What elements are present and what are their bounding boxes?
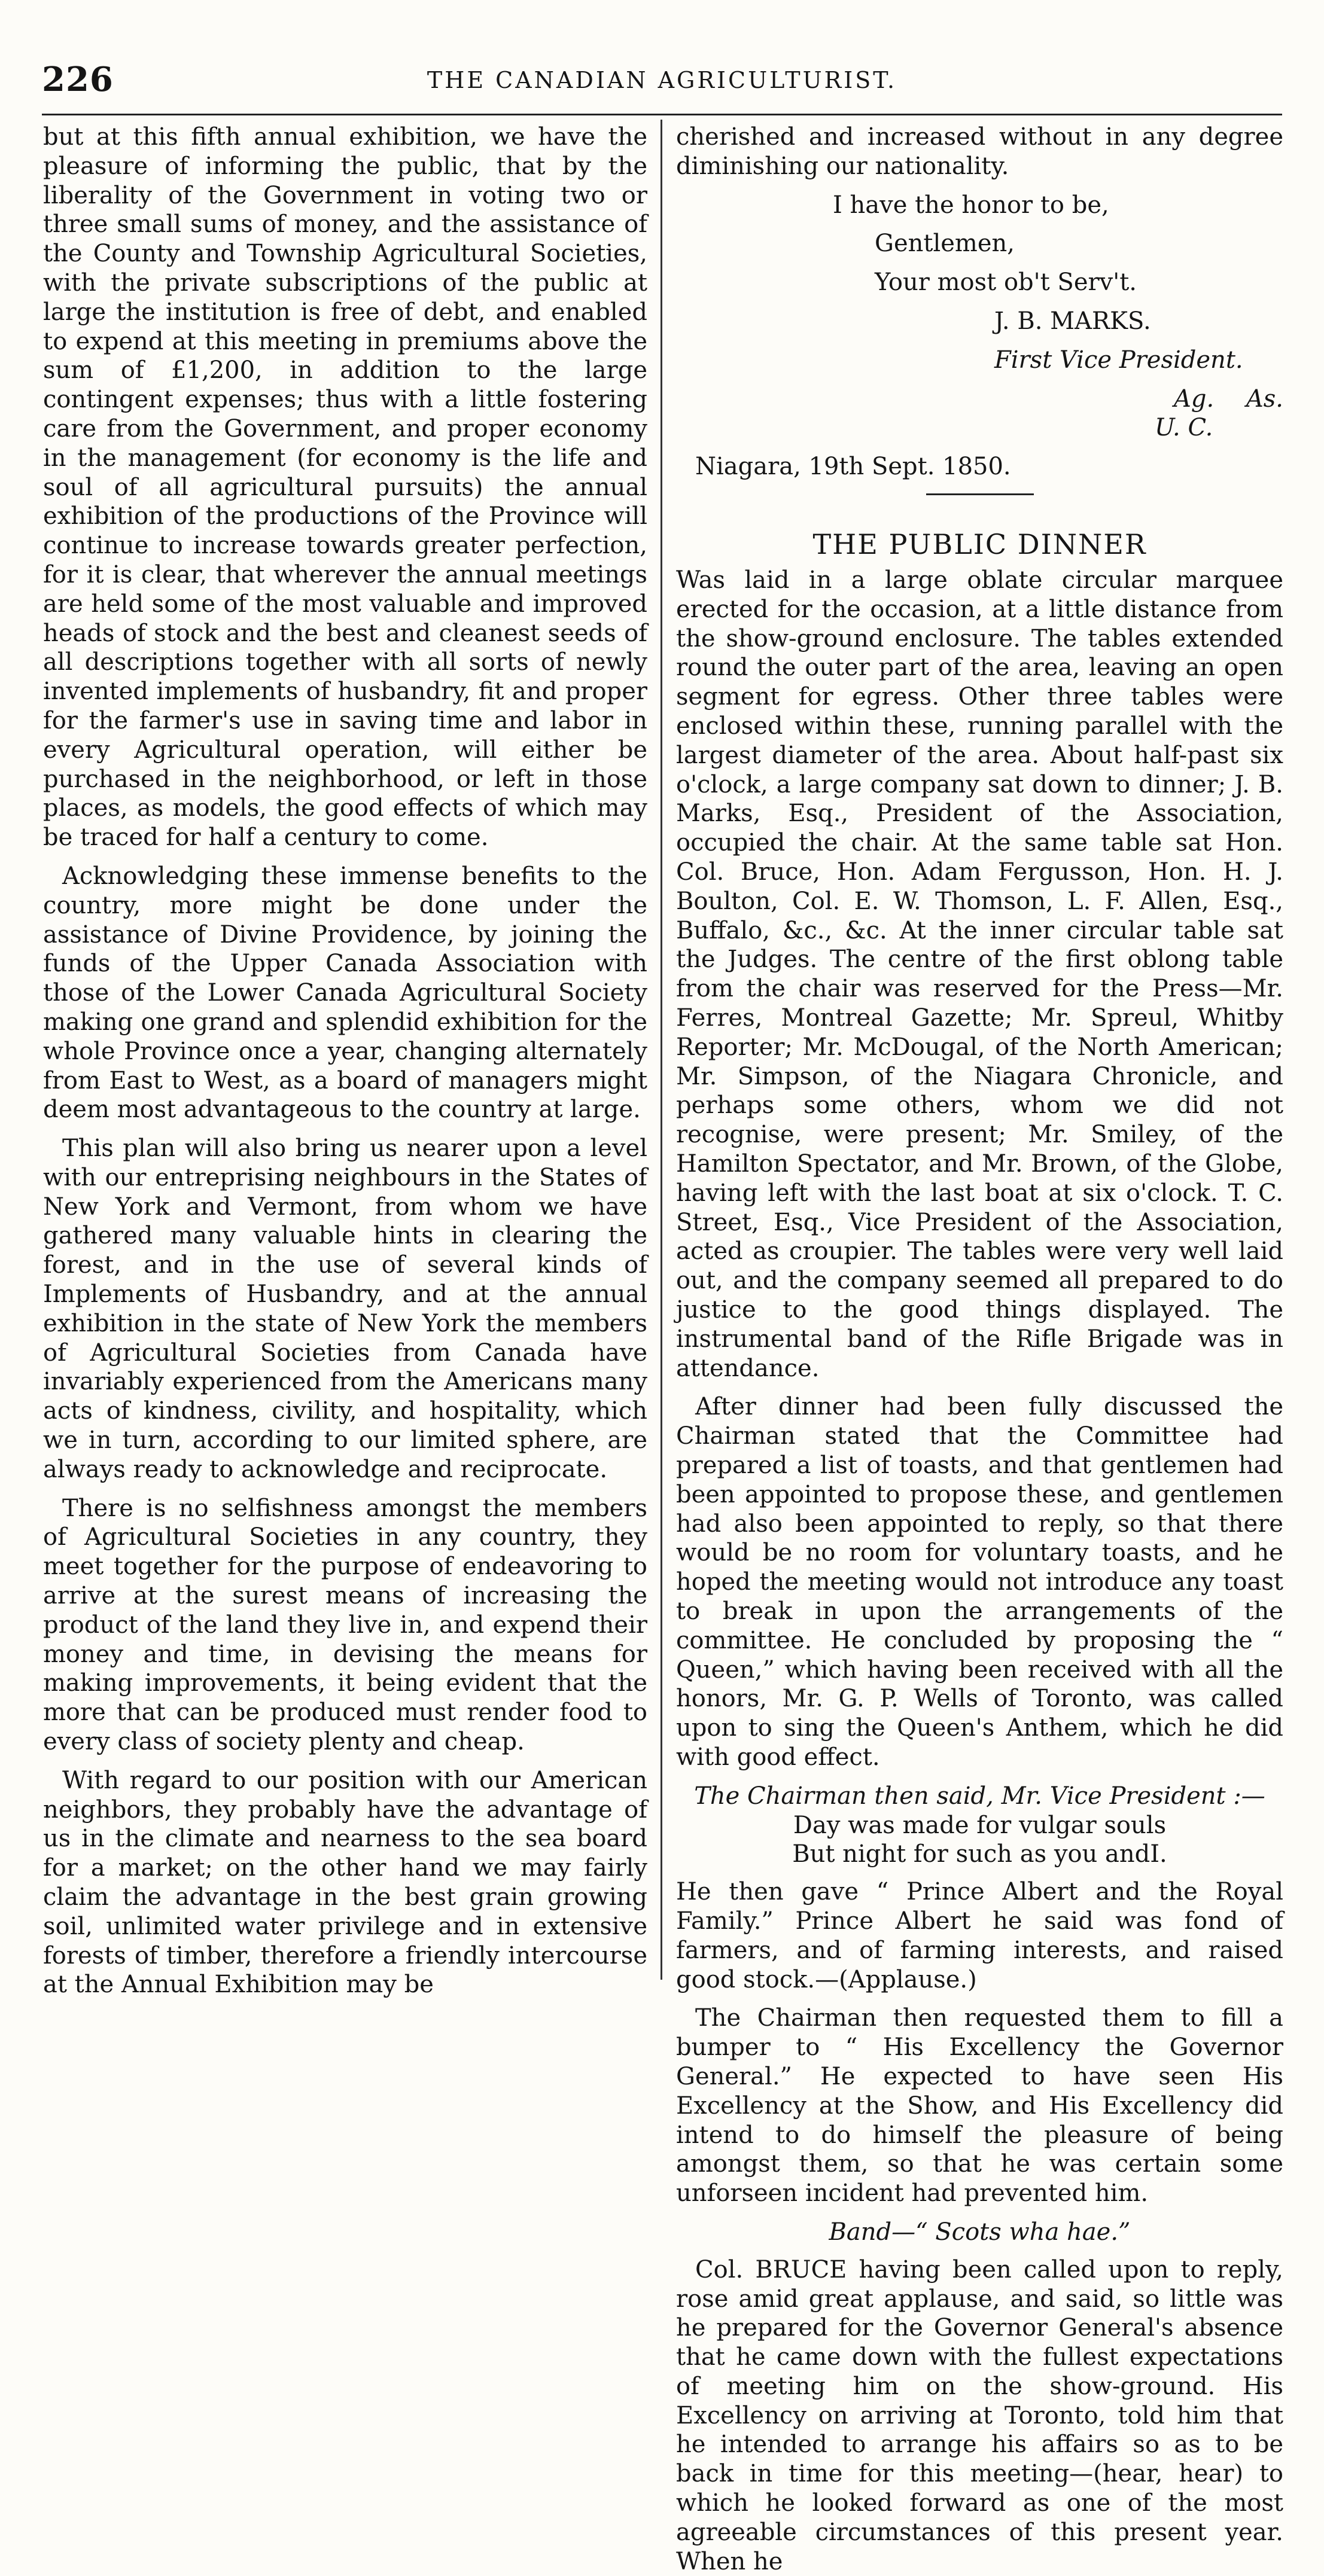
place-date: Niagara, 19th Sept. 1850. (695, 453, 1011, 481)
signature-org: Ag. As. U. C. (1155, 385, 1283, 442)
verse-line: But night for such as you andI. (792, 1840, 1167, 1868)
paragraph: With regard to our position with our American neighbors, they probably have the advantage of us in the climate and nearness to the sea board for a market; on the other hand we may fairly claim the advantage in the best grain growing soil, unlimited water privilege and in extensive forests of timber, therefore a friendly intercourse at the Annual Exhibition may be (43, 1766, 647, 1999)
paragraph: There is no selfishness amongst the members of Agricultural Societies in any country, they meet together for the purpose of endeavoring to arrive at the surest means of increasing the product of the land they live in, and expend their money and time, in devising the means for making improvements, it being evident that the more that can be produced must render food to every class of society plenty and cheap. (43, 1494, 647, 1756)
paragraph: Was laid in a large oblate circular marquee erected for the occasion, at a little distance from the show-ground enclosure. The tables extended round the outer part of the area, leaving an open segment for egress. Other three tables were enclosed within these, running parallel with the largest diameter of the area. About half-past six o'clock, a large company sat down to dinner; J. B. Marks, Esq., President of the Association, occupied the chair. At the same table sat Hon. Col. Bruce, Hon. Adam Fergusson, Hon. H. J. Boulton, Col. E. W. Thomson, L. F. Allen, Esq., Buffalo, &c., &c. At the inner circular table sat the Judges. The centre of the first oblong table from the chair was reserved for the Press—Mr. Ferres, Montreal Gazette; Mr. Spreul, Whitby Reporter; Mr. McDougal, of the North American; Mr. Simpson, of the Niagara Chronicle, and perhaps some others, whom we did not recognise, were present; Mr. Smiley, of the Hamilton Spectator, and Mr. Brown, of the Globe, having left with the last boat at six o'clock. T. C. Street, Esq., Vice President of the Association, acted as croupier. The tables were very well laid out, and the company seemed all prepared to do justice to the good things displayed. The instrumental band of the Rifle Brigade was in attendance. (676, 566, 1283, 1382)
paragraph: After dinner had been fully discussed the Chairman stated that the Committee had prepared a list of toasts, and that gentlemen had been appointed to propose these, and gentlemen had also been appointed to reply, so that there would be no room for voluntary toasts, and he hoped the meeting would not introduce any toast to break in upon the arrangements of the committee. He concluded by proposing the “ Queen,” which having been received with all the honors, Mr. G. P. Wells of Toronto, was called upon to sing the Queen's Anthem, which he did with good effect. (676, 1393, 1283, 1771)
signature-salutation: Gentlemen, (875, 230, 1015, 258)
signature-block (676, 191, 1283, 481)
band-line: Band—“ Scots wha hae.” (829, 2218, 1131, 2246)
signature-title: First Vice President. (994, 346, 1243, 374)
left-column (43, 123, 647, 1999)
chairman-line: The Chairman then said, Mr. Vice President :— (694, 1782, 1265, 1810)
paragraph: He then gave “ Prince Albert and the Royal Family.” Prince Albert he said was fond of farmers, and of farming interests, and raised good stock.—(Applause.) (676, 1878, 1283, 1993)
paragraph: This plan will also bring us nearer upon a level with our entreprising neighbours in the States of New York and Vermont, from whom we have gathered many valuable hints in clearing the forest, and in the use of several kinds of Implements of Husbandry, and at the annual exhibition in the state of New York the members of Agricultural Societies from Canada have invariably experienced from the Americans many acts of kindness, civility, and hospitality, which we in turn, according to our limited sphere, are always ready to acknowledge and reciprocate. (43, 1135, 647, 1483)
signature-closing: I have the honor to be, (833, 191, 1109, 219)
column-divider (661, 120, 662, 1980)
section-title: THE PUBLIC DINNER (812, 528, 1147, 560)
journal-title: THE CANADIAN AGRICULTURIST. (427, 67, 897, 93)
verse (676, 1811, 1283, 1870)
verse-line: Day was made for vulgar souls (793, 1811, 1167, 1839)
page-header (42, 24, 1282, 115)
section-rule (926, 493, 1034, 495)
signature-name: J. B. MARKS. (994, 307, 1151, 335)
paragraph: but at this fifth annual exhibition, we have the pleasure of informing the public, that by the liberality of the Government in voting two or three small sums of money, and the assistance of the County and Township Agricultural Societies, with the private subscriptions of the public at large the institution is free of debt, and enabled to expend at this meeting in premiums above the sum of £1,200, in addition to the large contingent expenses; thus with a little fostering care from the Government, and proper economy in the management (for economy is the life and soul of all agricultural pursuits) the annual exhibition of the productions of the Province will continue to increase towards greater perfection, for it is clear, that wherever the annual meetings are held some of the most valuable and improved heads of stock and the best and cleanest seeds of all descriptions together with all sorts of newly invented implements of husbandry, fit and proper for the farmer's use in saving time and labor in every Agricultural operation, will either be purchased in the neighborhood, or left in those places, as models, the good effects of which may be traced for half a century to come. (43, 123, 647, 852)
signature-servant: Your most ob't Serv't. (875, 269, 1137, 297)
paragraph: Acknowledging these immense benefits to the country, more might be done under the assistance of Divine Providence, by joining the funds of the Upper Canada Association with those of the Lower Canada Agricultural Society making one grand and splendid exhibition for the whole Province once a year, changing alternately from East to West, as a board of managers might deem most advantageous to the country at large. (43, 862, 647, 1124)
page-number: 226 (42, 60, 114, 99)
paragraph: Col. BRUCE having been called upon to reply, rose amid great applause, and said, so little was he prepared for the Governor General's absence that he came down with the fullest expectations of meeting him on the show-ground. His Excellency on arriving at Toronto, told him that he intended to arrange his affairs so as to be back in time for this meeting—(hear, hear) to which he looked forward as one of the most agreeable circumstances of this present year. When he (676, 2255, 1283, 2575)
right-column (676, 123, 1283, 2575)
paragraph: The Chairman then requested them to fill a bumper to “ His Excellency the Governor General.” He expected to have seen His Excellency at the Show, and His Excellency did intend to do himself the pleasure of being amongst them, so that he was certain some unforseen incident had prevented him. (676, 2004, 1283, 2208)
letter-ending: cherished and increased without in any degree diminishing our nationality. (676, 123, 1283, 180)
